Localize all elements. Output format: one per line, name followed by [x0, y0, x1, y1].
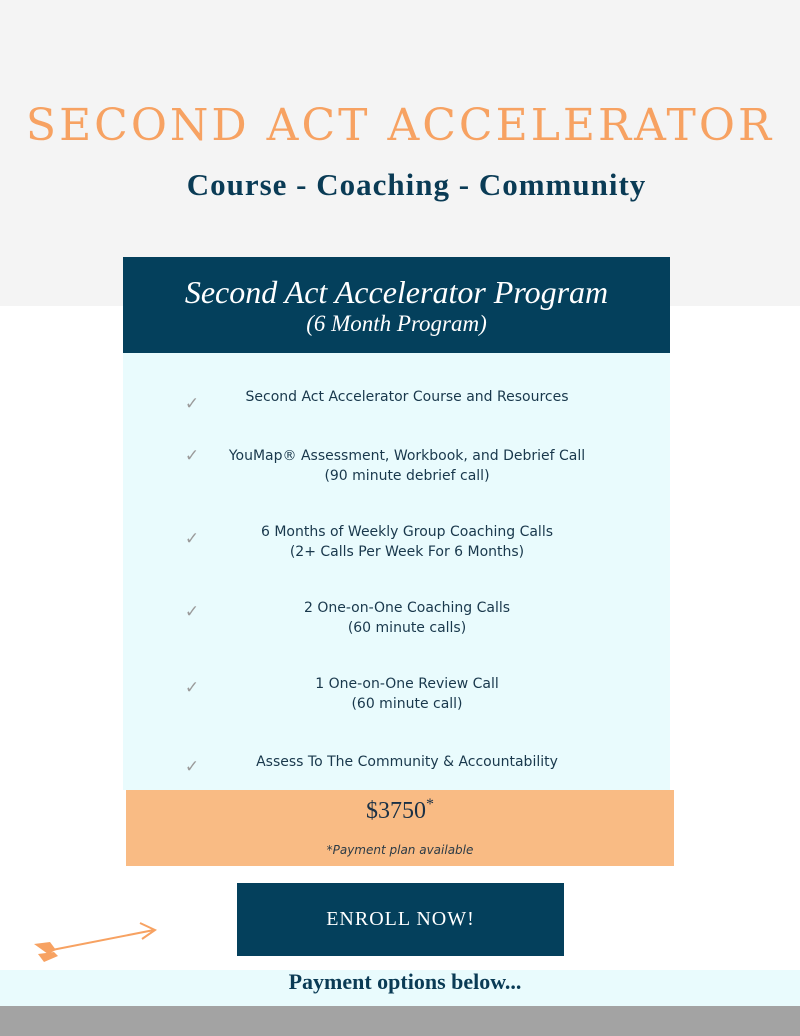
- check-icon: ✓: [184, 529, 200, 549]
- payment-options-heading: Payment options below...: [288, 969, 522, 994]
- program-subtitle: (6 Month Program): [306, 311, 487, 336]
- feature-detail: (90 minute debrief call): [324, 468, 490, 484]
- feature-text: [207, 674, 607, 714]
- page-headline: SECOND ACT ACCELERATOR: [25, 100, 775, 151]
- feature-text: [207, 522, 607, 562]
- price-footnote-mark: *: [426, 796, 434, 813]
- bottom-bar: [0, 1006, 800, 1036]
- check-icon: ✓: [184, 602, 200, 622]
- check-icon: ✓: [184, 446, 200, 466]
- feature-text: [207, 598, 607, 638]
- feature-line: YouMap® Assessment, Workbook, and Debrief Call: [228, 448, 586, 464]
- enroll-button[interactable]: ENROLL NOW!: [237, 883, 564, 956]
- price-value: $3750: [366, 798, 426, 824]
- feature-line: 6 Months of Weekly Group Coaching Calls: [261, 524, 553, 540]
- feature-detail: (2+ Calls Per Week For 6 Months): [289, 544, 525, 560]
- arrow-right-icon: [30, 918, 162, 964]
- feature-line: Assess To The Community & Accountability: [256, 754, 558, 770]
- feature-line: 1 One-on-One Review Call: [315, 676, 499, 692]
- feature-list: [123, 353, 670, 790]
- feature-line: Second Act Accelerator Course and Resources: [245, 389, 569, 405]
- feature-detail: (60 minute call): [351, 696, 463, 712]
- check-icon: ✓: [184, 757, 200, 777]
- payment-plan-note: *Payment plan available: [326, 843, 474, 857]
- feature-detail: (60 minute calls): [347, 620, 467, 636]
- feature-text: [207, 752, 607, 772]
- page-subline: Course - Coaching - Community: [186, 167, 647, 202]
- feature-text: [207, 387, 607, 407]
- price: [126, 796, 674, 825]
- feature-text: [207, 446, 607, 486]
- program-header: [123, 257, 670, 353]
- check-icon: ✓: [184, 678, 200, 698]
- feature-line: 2 One-on-One Coaching Calls: [303, 600, 511, 616]
- check-icon: ✓: [184, 394, 200, 414]
- price-bar: [126, 790, 674, 866]
- program-title: Second Act Accelerator Program: [184, 274, 609, 310]
